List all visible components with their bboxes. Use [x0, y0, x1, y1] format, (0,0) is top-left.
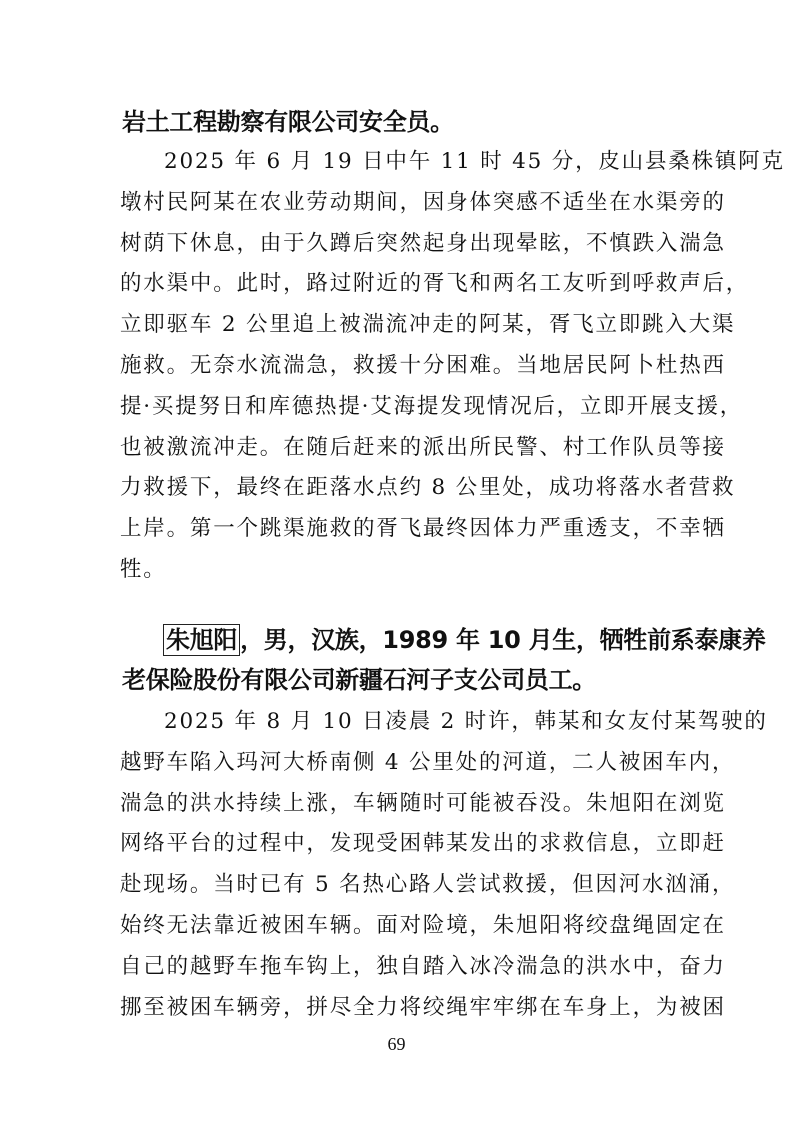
person-name-box: 朱旭阳	[163, 624, 240, 656]
section1-heading	[122, 102, 682, 142]
section1-heading-line: 岩土工程勘察有限公司安全员。	[122, 108, 454, 136]
paragraph-line: 湍急的洪水持续上涨，车辆随时可能被吞没。朱旭阳在浏览	[120, 790, 726, 816]
paragraph-line: 始终无法靠近被困车辆。面对险境，朱旭阳将绞盘绳固定在	[120, 912, 726, 938]
paragraph-line: 力救援下，最终在距落水点约 8 公里处，成功将落水者营救	[120, 475, 736, 501]
paragraph-line: 的水渠中。此时，路过附近的胥飞和两名工友听到呼救声后，	[120, 271, 750, 297]
paragraph-line: 2025 年 6 月 19 日中午 11 时 45 分，皮山县桑株镇阿克	[164, 149, 785, 174]
paragraph-line: 2025 年 8 月 10 日凌晨 2 时许，韩某和女友付某驾驶的	[164, 709, 768, 734]
section2-paragraph	[120, 702, 768, 1028]
paragraph-line: 赴现场。当时已有 5 名热心路人尝试救援，但因河水汹涌，	[120, 872, 736, 898]
paragraph-line: 立即驱车 2 公里追上被湍流冲走的阿某，胥飞立即跳入大渠	[120, 312, 736, 338]
paragraph-line: 上岸。第一个跳渠施救的胥飞最终因体力严重透支，不幸牺	[120, 516, 726, 542]
paragraph-line: 树荫下休息，由于久蹲后突然起身出现晕眩，不慎跌入湍急	[120, 230, 726, 256]
paragraph-line: 牲。	[120, 556, 167, 582]
paragraph-line: 自己的越野车拖车钩上，独自踏入冰冷湍急的洪水中，奋力	[120, 953, 726, 979]
section2-heading-line1-rest: ，男，汉族，1989 年 10 月生，牺牲前系泰康养	[240, 626, 766, 654]
paragraph-line: 也被激流冲走。在随后赶来的派出所民警、村工作队员等接	[120, 434, 726, 460]
section1-paragraph	[120, 142, 785, 591]
section2-heading-cont	[122, 660, 682, 700]
paragraph-line: 施救。无奈水流湍急，救援十分困难。当地居民阿卜杜热西	[120, 352, 726, 378]
page-number: 69	[387, 1034, 406, 1054]
section2-heading-line1	[163, 620, 766, 660]
paragraph-line: 提·买提努日和库德热提·艾海提发现情况后，立即开展支援，	[120, 393, 744, 419]
paragraph-line: 越野车陷入玛河大桥南侧 4 公里处的河道，二人被困车内，	[120, 749, 736, 775]
paragraph-line: 网络平台的过程中，发现受困韩某发出的求救信息，立即赶	[120, 831, 726, 857]
section2-heading	[163, 620, 766, 660]
section2-heading-line2: 老保险股份有限公司新疆石河子支公司员工。	[122, 666, 596, 694]
paragraph-line: 墩村民阿某在农业劳动期间，因身体突感不适坐在水渠旁的	[120, 189, 726, 215]
paragraph-line: 挪至被困车辆旁，拼尽全力将绞绳牢牢绑在车身上，为被困	[120, 994, 726, 1020]
